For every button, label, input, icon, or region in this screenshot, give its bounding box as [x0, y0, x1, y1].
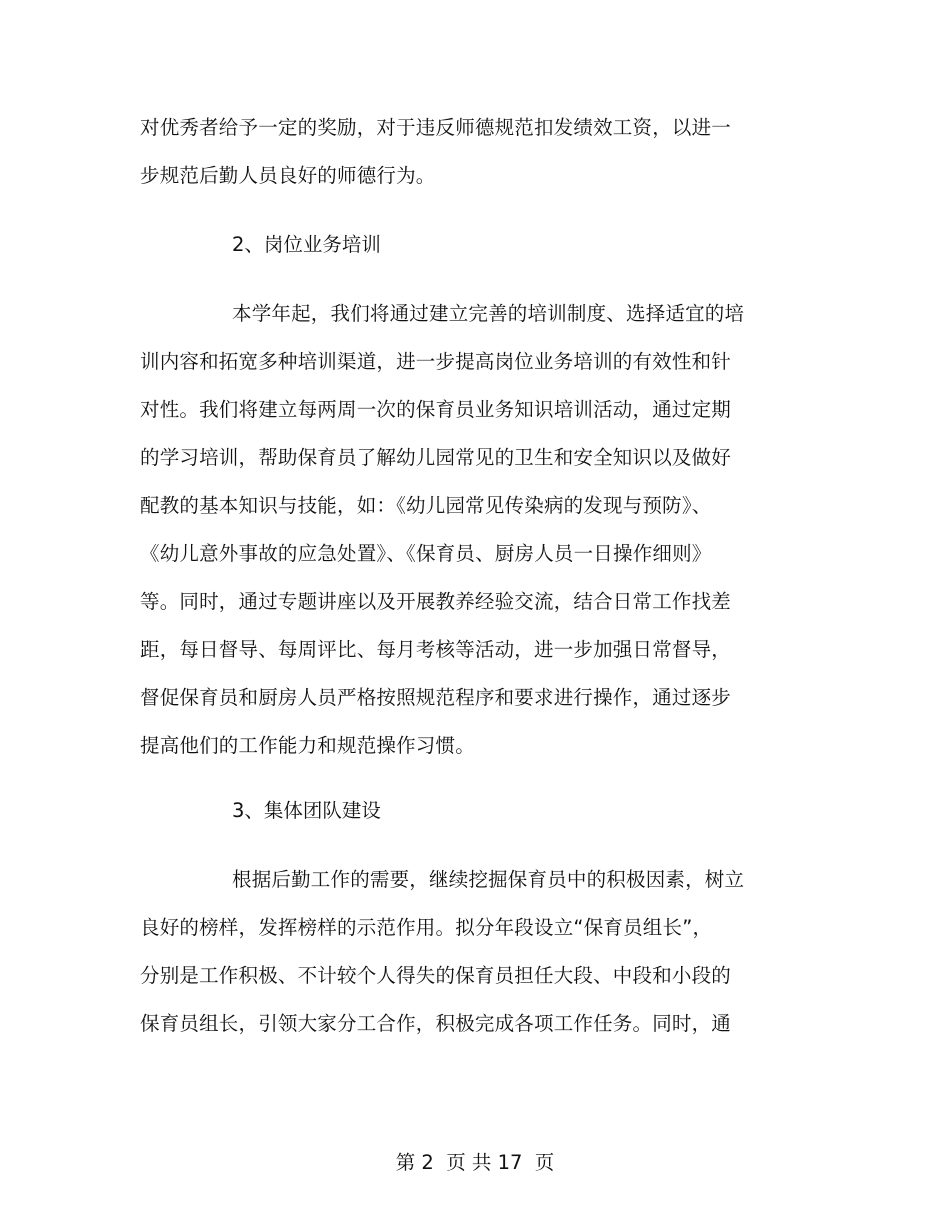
paragraph-3-line-2: 良好的榜样，发挥榜样的示范作用。拟分年段设立“保育员组长”， [140, 916, 713, 939]
paragraph-2-line-7: 等。同时，通过专题讲座以及开展教养经验交流，结合日常工作找差 [140, 590, 732, 613]
paragraph-3-line-4: 保育员组长，引领大家分工合作，积极完成各项工作任务。同时，通 [140, 1012, 732, 1035]
paragraph-2-line-3: 对性。我们将建立每两周一次的保育员业务知识培训活动，通过定期 [140, 398, 732, 421]
paragraph-2-line-4: 的学习培训，帮助保育员了解幼儿园常见的卫生和安全知识以及做好 [140, 446, 732, 469]
paragraph-2-line-9: 督促保育员和厨房人员严格按照规范程序和要求进行操作，通过逐步 [140, 686, 732, 709]
paragraph-1-line-2: 步规范后勤人员良好的师德行为。 [140, 164, 436, 187]
section-heading-2: 2、岗位业务培训 [232, 233, 381, 256]
paragraph-2-line-2: 训内容和拓宽多种培训渠道，进一步提高岗位业务培训的有效性和针 [140, 350, 732, 373]
page-number-footer: 第 2 页 共 17 页 [395, 1151, 555, 1174]
paragraph-2-line-8: 距，每日督导、每周评比、每月考核等活动，进一步加强日常督导， [140, 638, 732, 661]
paragraph-2-line-6: 《幼儿意外事故的应急处置》、《保育员、厨房人员一日操作细则》 [140, 542, 712, 565]
paragraph-2-line-1: 本学年起，我们将通过建立完善的培训制度、选择适宜的培 [232, 302, 745, 325]
paragraph-2-line-5: 配教的基本知识与技能，如：《幼儿园常见传染病的发现与预防》、 [140, 494, 712, 517]
paragraph-2-line-10: 提高他们的工作能力和规范操作习惯。 [140, 734, 475, 757]
section-heading-3: 3、集体团队建设 [232, 799, 381, 822]
paragraph-3-line-1: 根据后勤工作的需要，继续挖掘保育员中的积极因素，树立 [232, 868, 745, 891]
paragraph-3-line-3: 分别是工作积极、不计较个人得失的保育员担任大段、中段和小段的 [140, 964, 732, 987]
paragraph-1-line-1: 对优秀者给予一定的奖励，对于违反师德规范扣发绩效工资，以进一 [140, 116, 732, 139]
